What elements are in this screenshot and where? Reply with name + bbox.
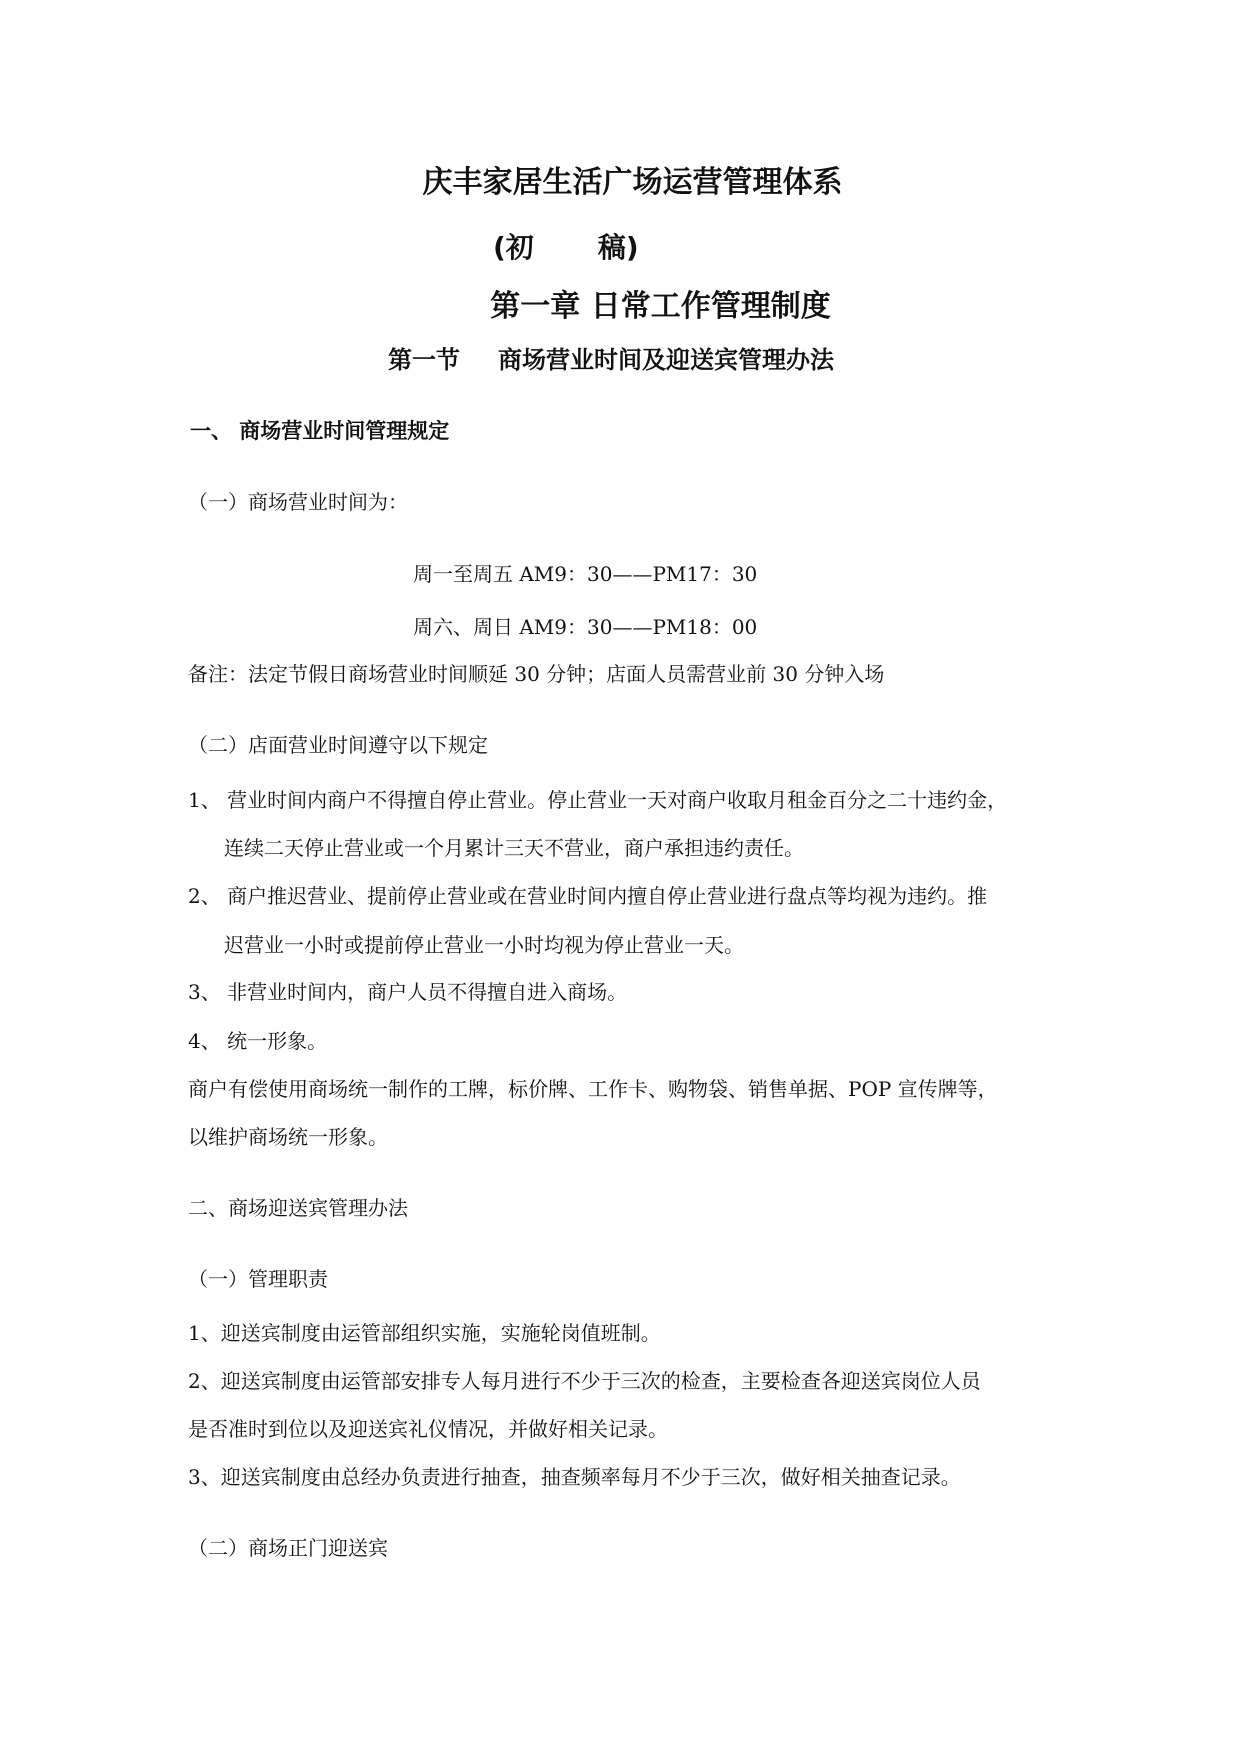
duty-item-2-line-1: 2、迎送宾制度由运管部安排专人每月进行不少于三次的检查，主要检查各迎送宾岗位人员 xyxy=(188,1369,981,1393)
draft-label-open: (初 xyxy=(493,231,534,264)
section-label: 第一节 xyxy=(388,346,460,374)
part-one-sub2-heading: （二）店面营业时间遵守以下规定 xyxy=(188,733,488,757)
image-rule-line-2: 以维护商场统一形象。 xyxy=(188,1125,388,1149)
rule-3: 3、 非营业时间内，商户人员不得擅自进入商场。 xyxy=(188,980,628,1004)
part-one-sub1-heading: （一）商场营业时间为： xyxy=(188,490,408,514)
duty-item-1: 1、迎送宾制度由运管部组织实施，实施轮岗值班制。 xyxy=(188,1321,661,1345)
part-two-sub1-heading: （一）管理职责 xyxy=(188,1267,328,1291)
duty-item-3: 3、迎送宾制度由总经办负责进行抽查，抽查频率每月不少于三次，做好相关抽查记录。 xyxy=(188,1465,961,1489)
draft-label-close: 稿) xyxy=(597,231,639,264)
draft-label xyxy=(493,231,639,264)
rule-1-line-1: 1、 营业时间内商户不得擅自停止营业。停止营业一天对商户收取月租金百分之二十违约金， xyxy=(188,788,1008,812)
weekday-hours: 周一至周五 AM9：30——PM17：30 xyxy=(413,562,758,586)
chapter-title: 第一章 日常工作管理制度 xyxy=(490,289,831,324)
part-two-heading: 二、商场迎送宾管理办法 xyxy=(188,1196,408,1220)
image-rule-line-1: 商户有偿使用商场统一制作的工牌，标价牌、工作卡、购物袋、销售单据、POP 宣传牌等， xyxy=(188,1077,998,1101)
part-two-sub2-heading: （二）商场正门迎送宾 xyxy=(188,1536,388,1560)
weekend-hours: 周六、周日 AM9：30——PM18：00 xyxy=(413,615,758,639)
section-title xyxy=(388,348,834,372)
rule-2-line-2: 迟营业一小时或提前停止营业一小时均视为停止营业一天。 xyxy=(224,933,744,957)
section-name: 商场营业时间及迎送宾管理办法 xyxy=(498,346,834,374)
rule-2-line-1: 2、 商户推迟营业、提前停止营业或在营业时间内擅自停止营业进行盘点等均视为违约。推 xyxy=(188,884,988,908)
rule-1-line-2: 连续二天停止营业或一个月累计三天不营业，商户承担违约责任。 xyxy=(224,836,804,860)
rule-4: 4、 统一形象。 xyxy=(188,1029,328,1053)
hours-note: 备注：法定节假日商场营业时间顺延 30 分钟；店面人员需营业前 30 分钟入场 xyxy=(188,662,885,686)
duty-item-2-line-2: 是否准时到位以及迎送宾礼仪情况，并做好相关记录。 xyxy=(188,1417,668,1441)
part-one-heading: 一、 商场营业时间管理规定 xyxy=(190,419,450,443)
document-title: 庆丰家居生活广场运营管理体系 xyxy=(422,165,843,200)
